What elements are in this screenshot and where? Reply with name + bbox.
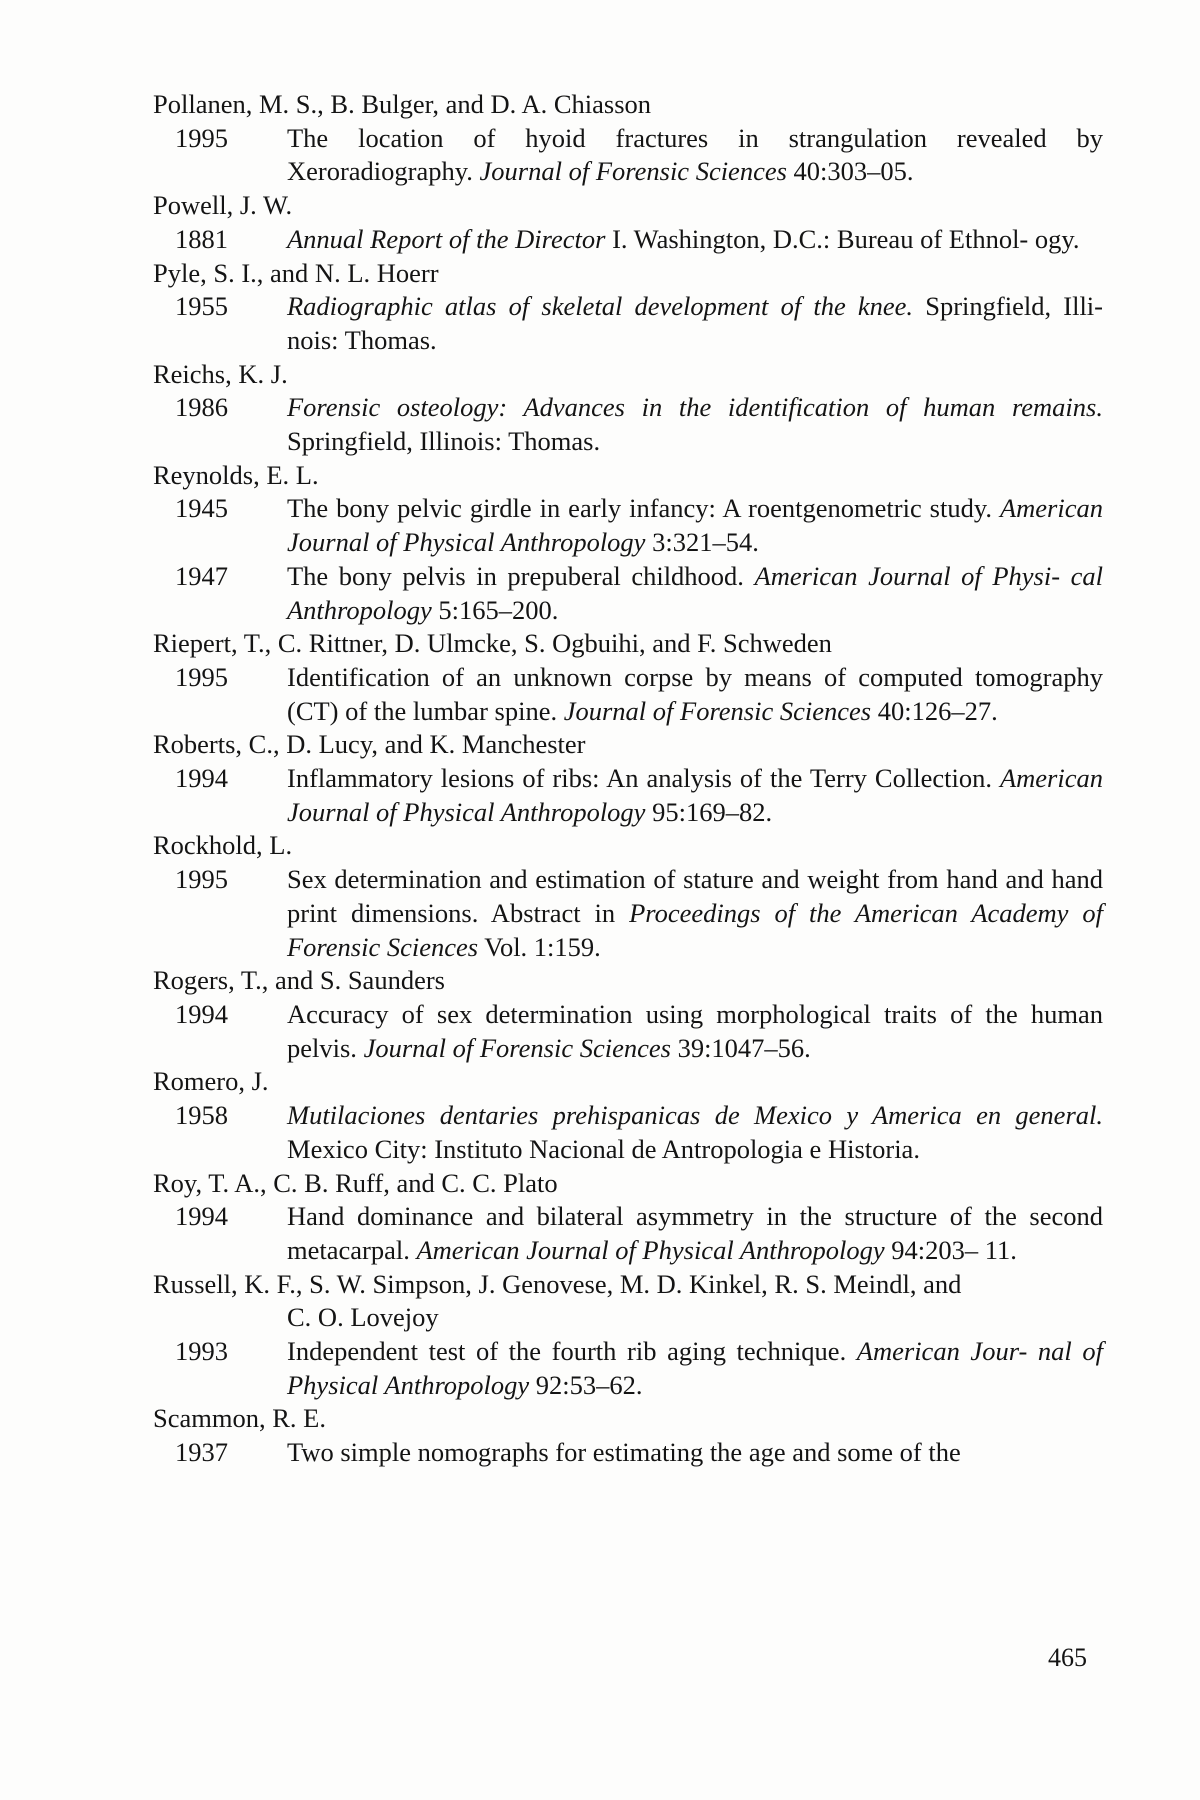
reference-text: Springfield, Illinois: Thomas.: [287, 426, 601, 457]
reference-author-continued: C. O. Lovejoy: [287, 1302, 439, 1333]
reference-work: [153, 560, 1103, 627]
reference-text: 40:303–05.: [786, 156, 914, 187]
reference-year: 1993: [175, 1336, 228, 1367]
reference-year: 1947: [175, 560, 228, 591]
reference-text: Independent test of the fourth rib aging technique.: [287, 1336, 857, 1367]
reference-work: [153, 290, 1103, 357]
reference-work: [153, 762, 1103, 829]
reference-text: Two simple nomographs for estimating the age and some of the: [287, 1437, 961, 1468]
reference-work: [153, 1335, 1103, 1402]
reference-work: [153, 1200, 1103, 1267]
reference-text: The location of hyoid fractures in strangulation revealed by Xeroradiography.: [287, 122, 1103, 187]
reference-year: 1994: [175, 1201, 228, 1232]
reference-year: 1958: [175, 1100, 228, 1131]
reference-title-italic: Journal of Forensic Sciences: [363, 1032, 671, 1063]
reference-text: Sex determination and estimation of stature and weight from hand and hand print dimensions. Abstract in: [287, 864, 1103, 928]
reference-year: 1986: [175, 392, 228, 423]
reference-title-italic: Radiographic atlas of skeletal development of the knee.: [287, 291, 914, 322]
reference-text: Identification of an unknown corpse by means of computed tomography (CT) of the lumbar spine.: [287, 661, 1103, 726]
reference-title-italic: American Jour- nal of Physical Anthropology: [287, 1336, 1103, 1400]
reference-title-italic: American Journal of Physical Anthropology: [287, 763, 1103, 827]
reference-author: Roberts, C., D. Lucy, and K. Manchester: [153, 729, 586, 760]
reference-work: [153, 223, 1103, 257]
reference-author: Rockhold, L.: [153, 830, 293, 861]
reference-text: Accuracy of sex determination using morphological traits of the human pelvis.: [287, 998, 1103, 1063]
reference-title-italic: Journal of Forensic Sciences: [479, 156, 787, 187]
reference-title-italic: Mutilaciones dentaries prehispanicas de Mexico y America en general.: [287, 1100, 1103, 1131]
reference-author: Scammon, R. E.: [153, 1403, 326, 1434]
reference-author: Russell, K. F., S. W. Simpson, J. Genovese, M. D. Kinkel, R. S. Meindl, and: [153, 1268, 962, 1299]
reference-year: 1994: [175, 763, 228, 794]
reference-entry: [153, 1167, 1103, 1268]
reference-text: 39:1047–56.: [670, 1032, 811, 1063]
reference-text: Vol. 1:159.: [478, 931, 601, 962]
reference-text: 3:321–54.: [645, 527, 759, 558]
reference-author: Riepert, T., C. Rittner, D. Ulmcke, S. Ogbuihi, and F. Schweden: [153, 628, 832, 659]
reference-text: 94:203– 11.: [884, 1234, 1017, 1265]
reference-work: [153, 863, 1103, 964]
reference-text: 95:169–82.: [645, 796, 773, 827]
reference-year: 1995: [175, 122, 228, 153]
reference-text: Springfield, Illi- nois: Thomas.: [287, 291, 1103, 355]
reference-year: 1994: [175, 998, 228, 1029]
reference-text: The bony pelvis in prepuberal childhood.: [287, 560, 755, 591]
reference-work: [153, 391, 1103, 458]
reference-text: 92:53–62.: [529, 1369, 643, 1400]
reference-author: Romero, J.: [153, 1066, 269, 1097]
reference-entry: [153, 829, 1103, 964]
reference-work: [153, 1099, 1103, 1166]
reference-author: Rogers, T., and S. Saunders: [153, 965, 445, 996]
reference-work: [153, 122, 1103, 189]
reference-year: 1995: [175, 864, 228, 895]
reference-author: Reichs, K. J.: [153, 358, 288, 389]
reference-year: 1995: [175, 661, 228, 692]
reference-year: 1881: [175, 223, 228, 254]
reference-author: Reynolds, E. L.: [153, 459, 319, 490]
reference-entry: [153, 964, 1103, 1065]
reference-entry: [153, 257, 1103, 358]
reference-entry: [153, 189, 1103, 256]
reference-entry: [153, 1268, 1103, 1403]
reference-title-italic: Proceedings of the American Academy of Forensic Sciences: [287, 897, 1103, 962]
reference-author: Powell, J. W.: [153, 190, 293, 221]
reference-text: Hand dominance and bilateral asymmetry in the structure of the second metacarpal.: [287, 1201, 1103, 1265]
reference-text: Mexico City: Instituto Nacional de Antropologia e Historia.: [287, 1133, 920, 1164]
reference-text: 40:126–27.: [871, 695, 998, 726]
reference-entry: [153, 459, 1103, 628]
reference-author: Roy, T. A., C. B. Ruff, and C. C. Plato: [153, 1167, 558, 1198]
reference-work: [153, 661, 1103, 728]
reference-work: [153, 998, 1103, 1065]
reference-list: [153, 88, 1103, 1470]
reference-text: 5:165–200.: [431, 594, 559, 625]
reference-entry: [153, 1402, 1103, 1469]
reference-title-italic: Forensic osteology: Advances in the identification of human remains.: [287, 392, 1103, 423]
reference-title-italic: American Journal of Physical Anthropology: [287, 493, 1103, 558]
reference-title-italic: American Journal of Physi- cal Anthropology: [287, 560, 1103, 625]
reference-text: Inflammatory lesions of ribs: An analysis of the Terry Collection.: [287, 763, 1000, 794]
reference-entry: [153, 728, 1103, 829]
reference-entry: [153, 358, 1103, 459]
reference-entry: [153, 88, 1103, 189]
reference-title-italic: Annual Report of the Director: [287, 223, 606, 254]
reference-author: Pollanen, M. S., B. Bulger, and D. A. Chiasson: [153, 89, 652, 119]
reference-year: 1937: [175, 1437, 228, 1468]
reference-year: 1945: [175, 493, 228, 524]
page-number: 465: [1048, 1643, 1087, 1672]
reference-entry: [153, 1065, 1103, 1166]
reference-text: The bony pelvic girdle in early infancy: A roentgenometric study.: [287, 493, 1000, 524]
reference-work: [153, 492, 1103, 559]
reference-entry: [153, 627, 1103, 728]
reference-work: [153, 1436, 1103, 1470]
reference-title-italic: American Journal of Physical Anthropology: [416, 1234, 885, 1265]
reference-author: Pyle, S. I., and N. L. Hoerr: [153, 257, 439, 288]
reference-year: 1955: [175, 291, 228, 322]
reference-text: I. Washington, D.C.: Bureau of Ethnol- ogy.: [605, 223, 1080, 254]
reference-title-italic: Journal of Forensic Sciences: [563, 695, 872, 726]
